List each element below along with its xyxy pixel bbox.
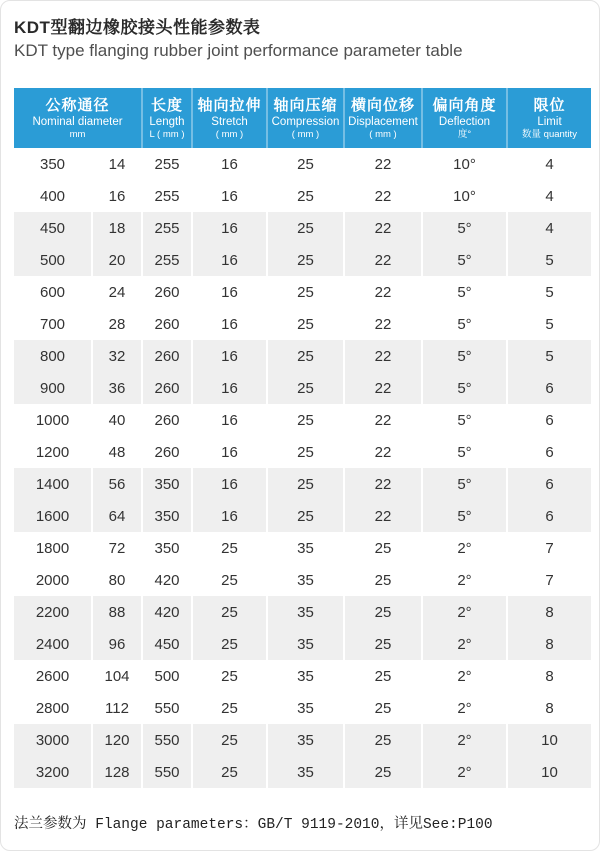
page-content bbox=[1, 1, 599, 833]
column-header-zh: 轴向压缩 bbox=[273, 96, 338, 114]
column-header-zh: 横向位移 bbox=[350, 96, 415, 114]
column-header-en: Compression bbox=[271, 115, 340, 128]
table-cell: 2° bbox=[421, 532, 506, 564]
table-cell: 25 bbox=[266, 308, 343, 340]
column-header-en: Nominal diameter bbox=[32, 115, 123, 128]
table-cell: 5° bbox=[421, 404, 506, 436]
table-cell: 400 bbox=[14, 180, 91, 212]
table-cell: 350 bbox=[141, 468, 191, 500]
table-cell: 6 bbox=[506, 372, 591, 404]
column-header bbox=[141, 88, 191, 148]
table-cell: 2000 bbox=[14, 564, 91, 596]
table-cell: 22 bbox=[343, 180, 421, 212]
table-cell: 550 bbox=[141, 756, 191, 788]
table-cell: 6 bbox=[506, 468, 591, 500]
table-cell: 22 bbox=[343, 244, 421, 276]
column-header-zh: 长度 bbox=[150, 96, 183, 114]
table-cell: 35 bbox=[266, 596, 343, 628]
table-cell: 1400 bbox=[14, 468, 91, 500]
table-cell: 25 bbox=[191, 596, 266, 628]
column-header bbox=[506, 88, 591, 148]
table-cell: 255 bbox=[141, 244, 191, 276]
table-cell: 6 bbox=[506, 404, 591, 436]
table-cell: 5 bbox=[506, 308, 591, 340]
column-header-unit: L ( mm ) bbox=[149, 128, 185, 140]
table-cell: 2600 bbox=[14, 660, 91, 692]
table-cell: 25 bbox=[266, 180, 343, 212]
table-cell: 8 bbox=[506, 660, 591, 692]
table-cell: 22 bbox=[343, 436, 421, 468]
table-cell: 5° bbox=[421, 276, 506, 308]
table-cell: 2200 bbox=[14, 596, 91, 628]
table-cell: 25 bbox=[191, 564, 266, 596]
column-header-unit: ( mm ) bbox=[215, 128, 244, 140]
table-cell: 2° bbox=[421, 756, 506, 788]
table-cell: 3000 bbox=[14, 724, 91, 756]
table-cell: 16 bbox=[191, 436, 266, 468]
table-cell: 5° bbox=[421, 436, 506, 468]
table-cell: 22 bbox=[343, 212, 421, 244]
table-cell: 25 bbox=[343, 628, 421, 660]
table-cell: 260 bbox=[141, 276, 191, 308]
table-cell: 35 bbox=[266, 692, 343, 724]
table-cell: 2° bbox=[421, 724, 506, 756]
table-cell: 350 bbox=[141, 532, 191, 564]
table-cell: 5° bbox=[421, 500, 506, 532]
table-cell: 550 bbox=[141, 724, 191, 756]
table-cell: 22 bbox=[343, 372, 421, 404]
table-cell: 10 bbox=[506, 724, 591, 756]
column-header bbox=[343, 88, 421, 148]
table-cell: 2° bbox=[421, 660, 506, 692]
table-cell: 7 bbox=[506, 564, 591, 596]
table-cell: 255 bbox=[141, 212, 191, 244]
table-cell: 22 bbox=[343, 148, 421, 180]
table-cell: 8 bbox=[506, 628, 591, 660]
table-cell: 2° bbox=[421, 692, 506, 724]
table-cell: 450 bbox=[141, 628, 191, 660]
column-header bbox=[191, 88, 266, 148]
column-header-en: Length bbox=[149, 115, 185, 128]
table-cell: 1800 bbox=[14, 532, 91, 564]
table-cell: 5° bbox=[421, 212, 506, 244]
table-cell: 16 bbox=[191, 308, 266, 340]
table-cell: 255 bbox=[141, 180, 191, 212]
table-cell: 28 bbox=[91, 308, 141, 340]
table-cell: 22 bbox=[343, 276, 421, 308]
table-cell: 22 bbox=[343, 404, 421, 436]
table-cell: 1600 bbox=[14, 500, 91, 532]
table-cell: 25 bbox=[343, 756, 421, 788]
table-cell: 900 bbox=[14, 372, 91, 404]
table-cell: 25 bbox=[266, 404, 343, 436]
table-cell: 25 bbox=[266, 244, 343, 276]
column-header-zh: 公称通径 bbox=[45, 96, 110, 114]
table-cell: 35 bbox=[266, 532, 343, 564]
table-cell: 260 bbox=[141, 308, 191, 340]
table-cell: 25 bbox=[343, 596, 421, 628]
table-cell: 16 bbox=[191, 276, 266, 308]
table-cell: 22 bbox=[343, 308, 421, 340]
table-cell: 25 bbox=[266, 148, 343, 180]
column-header bbox=[421, 88, 506, 148]
table-cell: 25 bbox=[343, 532, 421, 564]
table-cell: 25 bbox=[191, 692, 266, 724]
table-cell: 32 bbox=[91, 340, 141, 372]
table-cell: 120 bbox=[91, 724, 141, 756]
table-cell: 255 bbox=[141, 148, 191, 180]
table-cell: 5° bbox=[421, 468, 506, 500]
column-header-unit: 数量 quantity bbox=[522, 128, 577, 140]
table-cell: 35 bbox=[266, 564, 343, 596]
table-cell: 22 bbox=[343, 340, 421, 372]
table-cell: 25 bbox=[266, 436, 343, 468]
table-cell: 5 bbox=[506, 244, 591, 276]
table-cell: 10° bbox=[421, 180, 506, 212]
column-header-zh: 偏向角度 bbox=[432, 96, 497, 114]
table-cell: 96 bbox=[91, 628, 141, 660]
table-cell: 2400 bbox=[14, 628, 91, 660]
table-cell: 20 bbox=[91, 244, 141, 276]
table-cell: 72 bbox=[91, 532, 141, 564]
table-cell: 24 bbox=[91, 276, 141, 308]
table-cell: 48 bbox=[91, 436, 141, 468]
table-cell: 35 bbox=[266, 756, 343, 788]
table-cell: 260 bbox=[141, 404, 191, 436]
table-cell: 16 bbox=[191, 148, 266, 180]
column-header-unit: ( mm ) bbox=[291, 128, 320, 140]
table-cell: 16 bbox=[191, 372, 266, 404]
table-cell: 112 bbox=[91, 692, 141, 724]
table-cell: 88 bbox=[91, 596, 141, 628]
table-cell: 25 bbox=[191, 724, 266, 756]
table-cell: 10 bbox=[506, 756, 591, 788]
table-cell: 260 bbox=[141, 340, 191, 372]
table-cell: 5 bbox=[506, 340, 591, 372]
table-cell: 5 bbox=[506, 276, 591, 308]
page-title: KDT型翻边橡胶接头性能参数表 bbox=[14, 18, 261, 37]
column-header-zh: 限位 bbox=[533, 96, 566, 114]
table-cell: 18 bbox=[91, 212, 141, 244]
table-cell: 16 bbox=[191, 468, 266, 500]
table-cell: 25 bbox=[191, 756, 266, 788]
table-cell: 25 bbox=[266, 276, 343, 308]
table-cell: 700 bbox=[14, 308, 91, 340]
table-cell: 25 bbox=[266, 212, 343, 244]
column-header-unit: ( mm ) bbox=[369, 128, 397, 140]
table-cell: 36 bbox=[91, 372, 141, 404]
table-cell: 2° bbox=[421, 564, 506, 596]
table-cell: 14 bbox=[91, 148, 141, 180]
table-cell: 5° bbox=[421, 308, 506, 340]
table-cell: 104 bbox=[91, 660, 141, 692]
column-header-zh: 轴向拉伸 bbox=[197, 96, 262, 114]
table-cell: 350 bbox=[14, 148, 91, 180]
table-cell: 16 bbox=[91, 180, 141, 212]
table-cell: 5° bbox=[421, 244, 506, 276]
table-cell: 56 bbox=[91, 468, 141, 500]
column-header-en: Displacement bbox=[348, 115, 418, 128]
table-cell: 16 bbox=[191, 180, 266, 212]
column-header-en: Limit bbox=[537, 115, 562, 128]
table-cell: 6 bbox=[506, 436, 591, 468]
table-cell: 25 bbox=[266, 500, 343, 532]
table-cell: 40 bbox=[91, 404, 141, 436]
table-cell: 25 bbox=[266, 372, 343, 404]
table-cell: 500 bbox=[14, 244, 91, 276]
table-cell: 25 bbox=[266, 468, 343, 500]
table-cell: 25 bbox=[191, 532, 266, 564]
table-cell: 25 bbox=[343, 564, 421, 596]
table-cell: 25 bbox=[343, 692, 421, 724]
table-cell: 600 bbox=[14, 276, 91, 308]
table-cell: 420 bbox=[141, 564, 191, 596]
table-cell: 16 bbox=[191, 212, 266, 244]
table-cell: 25 bbox=[191, 628, 266, 660]
table-cell: 16 bbox=[191, 500, 266, 532]
table-cell: 800 bbox=[14, 340, 91, 372]
table-cell: 64 bbox=[91, 500, 141, 532]
table-cell: 4 bbox=[506, 148, 591, 180]
column-header-en: Stretch bbox=[211, 115, 248, 128]
table-cell: 10° bbox=[421, 148, 506, 180]
column-header-unit: mm bbox=[69, 128, 86, 140]
table-cell: 2° bbox=[421, 596, 506, 628]
table-cell: 22 bbox=[343, 500, 421, 532]
table-cell: 35 bbox=[266, 660, 343, 692]
table-cell: 8 bbox=[506, 692, 591, 724]
table-cell: 7 bbox=[506, 532, 591, 564]
table-cell: 550 bbox=[141, 692, 191, 724]
table-cell: 80 bbox=[91, 564, 141, 596]
column-header bbox=[266, 88, 343, 148]
table-cell: 25 bbox=[343, 660, 421, 692]
table-cell: 35 bbox=[266, 628, 343, 660]
column-header-unit: 度° bbox=[457, 128, 472, 140]
table-cell: 16 bbox=[191, 340, 266, 372]
table-cell: 22 bbox=[343, 468, 421, 500]
table-cell: 3200 bbox=[14, 756, 91, 788]
table-cell: 420 bbox=[141, 596, 191, 628]
table-cell: 350 bbox=[141, 500, 191, 532]
table-cell: 25 bbox=[266, 340, 343, 372]
page-subtitle: KDT type flanging rubber joint performance parameter table bbox=[14, 41, 463, 60]
table-cell: 5° bbox=[421, 340, 506, 372]
footer-note: 法兰参数为 Flange parameters：GB/T 9119-2010，详见See:P100 bbox=[14, 817, 493, 833]
column-header bbox=[14, 88, 141, 148]
table-cell: 128 bbox=[91, 756, 141, 788]
table-cell: 2° bbox=[421, 628, 506, 660]
table-cell: 25 bbox=[191, 660, 266, 692]
table-cell: 16 bbox=[191, 404, 266, 436]
table-cell: 25 bbox=[343, 724, 421, 756]
table-cell: 16 bbox=[191, 244, 266, 276]
parameter-table bbox=[14, 88, 591, 788]
table-cell: 1200 bbox=[14, 436, 91, 468]
table-cell: 500 bbox=[141, 660, 191, 692]
column-header-en: Deflection bbox=[438, 115, 491, 128]
table-cell: 450 bbox=[14, 212, 91, 244]
table-cell: 8 bbox=[506, 596, 591, 628]
table-cell: 5° bbox=[421, 372, 506, 404]
table-cell: 260 bbox=[141, 372, 191, 404]
table-cell: 4 bbox=[506, 180, 591, 212]
table-cell: 260 bbox=[141, 436, 191, 468]
table-cell: 35 bbox=[266, 724, 343, 756]
table-cell: 2800 bbox=[14, 692, 91, 724]
table-cell: 1000 bbox=[14, 404, 91, 436]
table-cell: 4 bbox=[506, 212, 591, 244]
table-cell: 6 bbox=[506, 500, 591, 532]
